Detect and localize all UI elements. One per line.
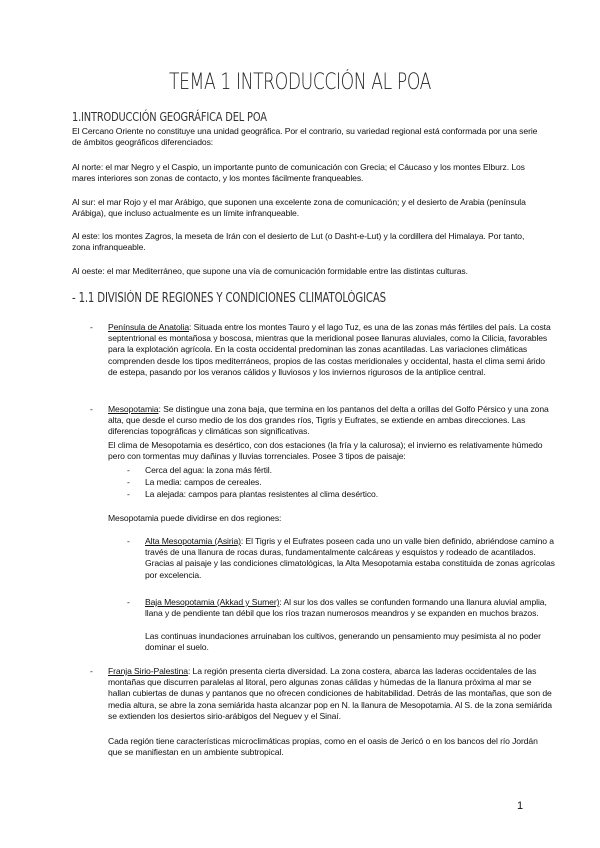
baja-mesopotamia-title: Baja Mesopotamia (Akkad y Sumer) bbox=[145, 597, 280, 607]
mesopotamia-title: Mesopotamia bbox=[108, 404, 159, 414]
alta-mesopotamia-paragraph bbox=[145, 536, 555, 581]
anatolia-title: Península de Anatolia bbox=[108, 322, 190, 332]
paisaje-dash: - bbox=[127, 465, 130, 475]
bullet-dash: - bbox=[90, 666, 93, 676]
franja-paragraph bbox=[108, 666, 554, 722]
page-number: 1 bbox=[517, 800, 524, 812]
anatolia-paragraph bbox=[108, 322, 554, 378]
mesopotamia-clima-paragraph: El clima de Mesopotamia es desértico, con dos estaciones (la fría y la calurosa); el invierno es relativamente húmedo pero con tormentas muy dañinas y lluvias torrenciales. Posee 3 tipos de paisaje: bbox=[108, 440, 543, 462]
mesopotamia-text: : Se distingue una zona baja, que termina en los pantanos del delta a orillas del Golfo Pérsico y una zona alta, que desde el curso medio de los dos grandes ríos, Tigris y Eufrates, se extiende en ambas direcciones. Las diferencias topográficas y climáticas son significativas. bbox=[108, 404, 549, 437]
sur-paragraph: Al sur: el mar Rojo y el mar Arábigo, que suponen una excelente zona de comunicación; y el desierto de Arabia (península Arábiga), que incluso actualmente es un límite infranqueable. bbox=[72, 197, 526, 219]
bullet-dash: - bbox=[90, 322, 93, 332]
paisaje-item: La media: campos de cereales. bbox=[145, 477, 262, 487]
subregion-dash: - bbox=[127, 597, 130, 607]
mesopotamia-division-paragraph: Mesopotamia puede dividirse en dos regiones: bbox=[108, 513, 282, 523]
baja-mesopotamia-text: : Al sur los dos valles se confunden formando una llanura aluvial amplia, llana y de pendiente tan débil que los ríos trazan numerosos meandros y se expanden en muchos brazos. bbox=[145, 597, 547, 619]
franja-text: : La región presenta cierta diversidad. La zona costera, abarca las laderas occidentales de las montañas que discurren paralelas al litoral, pero algunas zonas cálidas y húmedas de la llanura próxima al mar se hallan cubiertas de dunas y pantanos que no ofrecen condiciones de habitabilidad. Detrás de las montañas, que son de media altura, se abre la zona semiárida hasta alcanzar pop en N. la llanura de Mesopotamia. Al S. de la zona semiárida se extienden los desiertos sirio-arábigos del Neguev y el Sinaí. bbox=[108, 666, 552, 721]
paisaje-dash: - bbox=[127, 489, 130, 499]
franja-paragraph-2: Cada región tiene características microclimáticas propias, como en el oasis de Jericó o en los bancos del río Jordán que se manifiestan en un ambiente subtropical. bbox=[108, 736, 538, 758]
bullet-dash: - bbox=[90, 404, 93, 414]
oeste-paragraph: Al oeste: el mar Mediterráneo, que supone una vía de comunicación formidable entre las distintas culturas. bbox=[72, 266, 468, 276]
page-title: TEMA 1 INTRODUCCIÓN AL POA bbox=[168, 70, 432, 95]
franja-title: Franja Sirio-Palestina bbox=[108, 666, 188, 676]
section-heading-division-regiones: - 1.1 DIVISIÓN DE REGIONES Y CONDICIONES CLIMATOLÓGICAS bbox=[72, 291, 386, 306]
norte-paragraph: Al norte: el mar Negro y el Caspio, un importante punto de comunicación con Grecia; el Cáucaso y los montes Elburz. Los mares interiores son zonas de contacto, y los montes fácilmente franqueables. bbox=[72, 162, 525, 184]
baja-mesopotamia-text-2: Las continuas inundaciones arruinaban los cultivos, generando un pensamiento muy pesimista al no poder dominar el suelo. bbox=[145, 631, 541, 653]
alta-mesopotamia-title: Alta Mesopotamia (Asiria) bbox=[145, 536, 241, 546]
section-heading-introduccion: 1.INTRODUCCIÓN GEOGRÁFICA DEL POA bbox=[72, 110, 267, 124]
paisaje-item: Cerca del agua: la zona más fértil. bbox=[145, 465, 272, 475]
paisaje-item: La alejada: campos para plantas resistentes al clima desértico. bbox=[145, 489, 379, 499]
este-paragraph: Al este: los montes Zagros, la meseta de Irán con el desierto de Lut (o Dasht-e-Lut) y la cordillera del Himalaya. Por tanto, zona infranqueable. bbox=[72, 231, 525, 253]
anatolia-text: : Situada entre los montes Tauro y el lago Tuz, es una de las zonas más fértiles del país. La costa septentrional es montañosa y boscosa, mientras que la meridional posee llanuras aluviales, como la Cilicia, favorables para la explotación agrícola. En la costa occidental predominan las zonas acantiladas. Las variaciones climáticas comprenden desde los tipos mediterráneos, propios de las costas meridionales y occidental, hasta el clima semi árido de estepa, pasando por los veranos cálidos y lluviosos y los inviernos rigurosos de la antiplice central. bbox=[108, 322, 551, 377]
baja-mesopotamia-paragraph bbox=[145, 597, 555, 619]
mesopotamia-paragraph bbox=[108, 404, 554, 438]
alta-mesopotamia-text: : El Tigris y el Eufrates poseen cada uno un valle bien definido, abriéndose camino a través de una llanura de rocas duras, fundamentalmente calcáreas y esquistos y rodeado de acantilados. Gracias al paisaje y las condiciones climatológicas, la Alta Mesopotamia estaba constituida de zonas agrícolas por excelencia. bbox=[145, 536, 555, 580]
paisaje-dash: - bbox=[127, 477, 130, 487]
intro-paragraph: El Cercano Oriente no constituye una unidad geográfica. Por el contrario, su variedad regional está conformada por una serie de ámbitos geográficos diferenciados: bbox=[72, 126, 538, 148]
subregion-dash: - bbox=[127, 536, 130, 546]
